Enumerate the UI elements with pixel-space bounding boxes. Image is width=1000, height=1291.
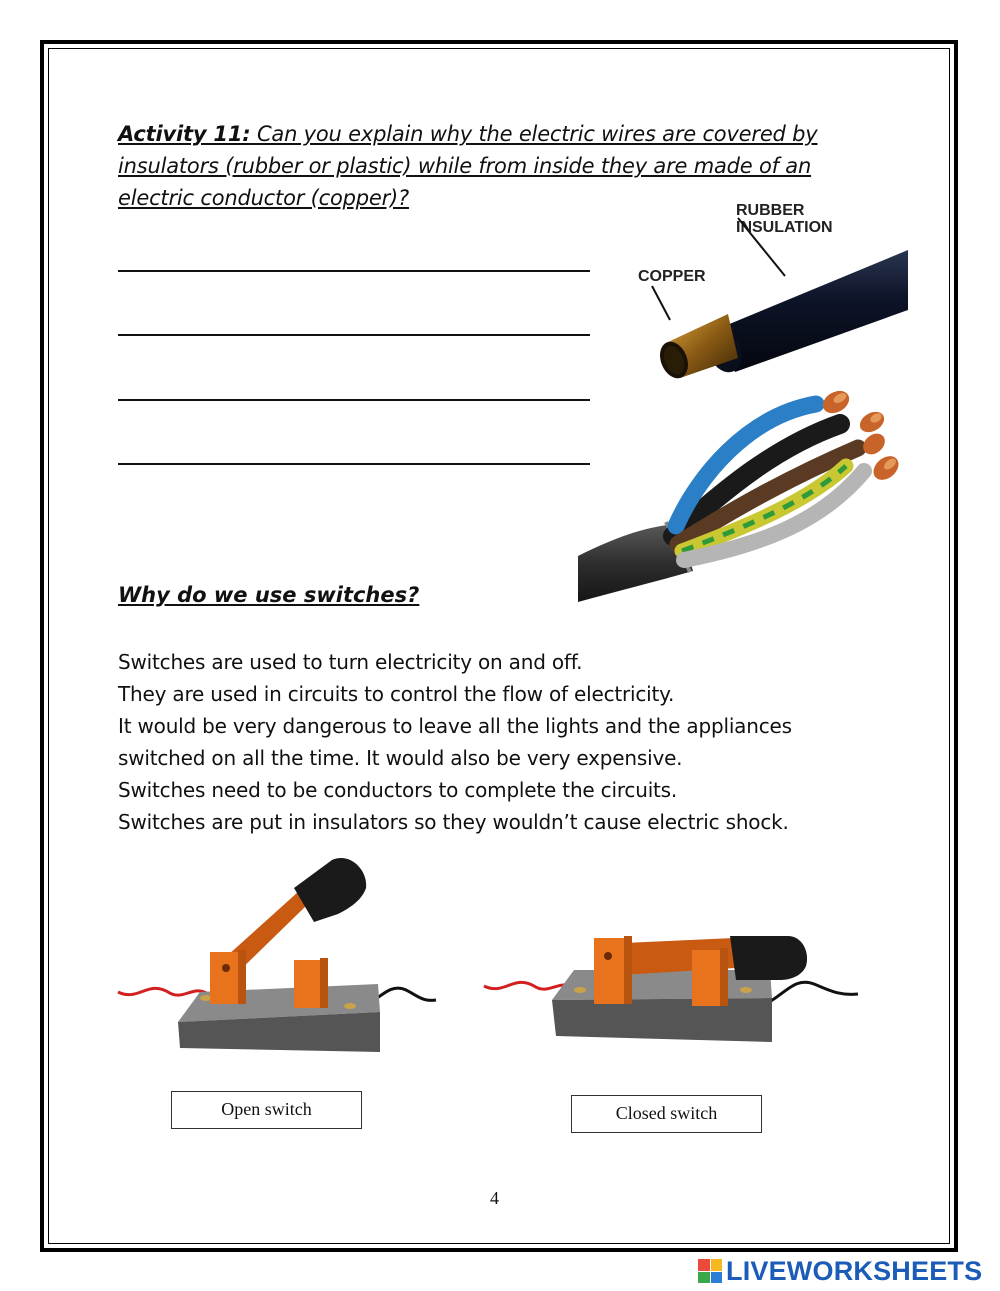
- copper-label: COPPER: [638, 268, 706, 285]
- activity-question: [118, 118, 858, 214]
- multicore-cable-image: [578, 376, 923, 602]
- body-line-5: Switches need to be conductors to complete the circuits.: [118, 778, 678, 802]
- page-number: 4: [490, 1188, 499, 1208]
- brand-text: LIVEWORKSHEETS: [726, 1255, 983, 1286]
- activity-label: Activity 11:: [118, 122, 251, 146]
- open-switch-caption: Open switch: [171, 1091, 362, 1129]
- body-line-4: switched on all the time. It would also be very expensive.: [118, 746, 683, 770]
- rubber-insulation-label: RUBBER INSULATION: [736, 202, 833, 236]
- body-line-6: Switches are put in insulators so they wouldn’t cause electric shock.: [118, 810, 789, 834]
- section-body: [118, 646, 898, 838]
- section-title: Why do we use switches?: [118, 583, 420, 607]
- body-line-3: It would be very dangerous to leave all the lights and the appliances: [118, 714, 792, 738]
- liveworksheets-logo-icon: [698, 1259, 722, 1283]
- closed-switch-image: [484, 930, 862, 1075]
- insulated-cable-image: [620, 230, 920, 380]
- answer-line-3[interactable]: [118, 399, 590, 401]
- body-line-2: They are used in circuits to control the flow of electricity.: [118, 682, 675, 706]
- answer-line-2[interactable]: [118, 334, 590, 336]
- liveworksheets-brand[interactable]: [698, 1254, 982, 1288]
- activity-question-text: Can you explain why the electric wires are covered by insulators (rubber or plastic) while from inside they are made of an electric conductor (copper)?: [118, 122, 818, 210]
- body-line-1: Switches are used to turn electricity on and off.: [118, 650, 583, 674]
- open-switch-image: [118, 852, 443, 1064]
- closed-switch-caption: Closed switch: [571, 1095, 762, 1133]
- answer-line-1[interactable]: [118, 270, 590, 272]
- answer-line-4[interactable]: [118, 463, 590, 465]
